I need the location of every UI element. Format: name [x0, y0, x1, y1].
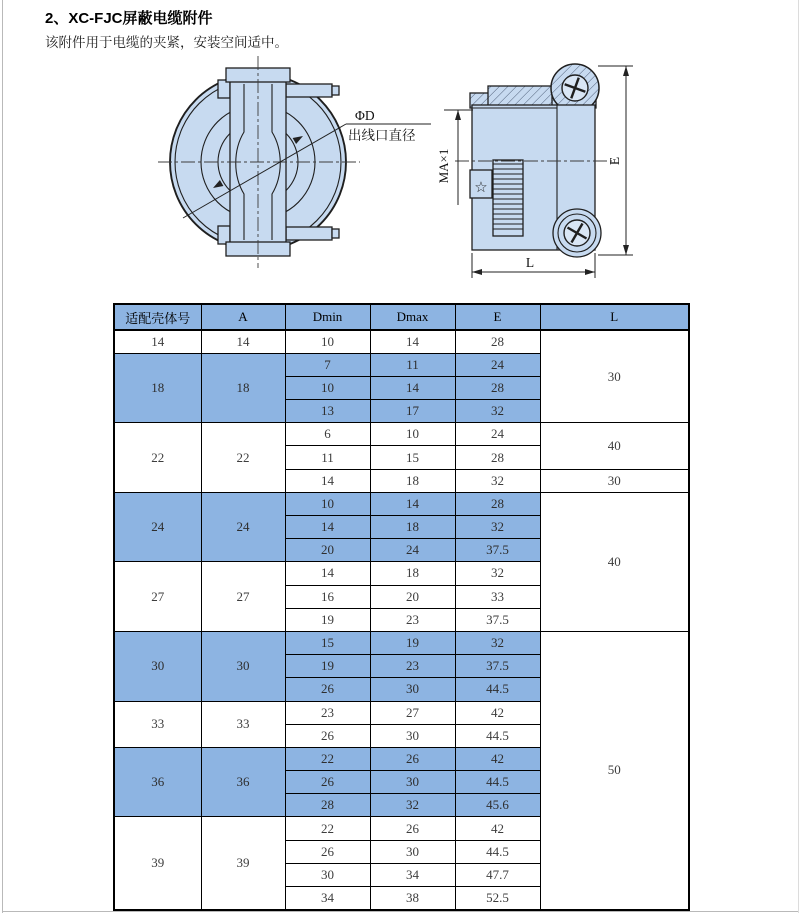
cell-dmax: 32 — [370, 794, 455, 817]
page-edge-bottom — [2, 911, 798, 912]
side-view-drawing — [436, 64, 633, 278]
cell-dmin: 14 — [285, 469, 370, 492]
cell-dmax: 30 — [370, 840, 455, 863]
cell-e: 32 — [455, 400, 540, 423]
cell-l: 40 — [540, 492, 689, 631]
star-icon: ☆ — [474, 178, 488, 196]
cell-e: 45.6 — [455, 794, 540, 817]
table-row — [114, 423, 689, 446]
cell-dmin: 26 — [285, 840, 370, 863]
cell-dmax: 30 — [370, 771, 455, 794]
col-header-4: Dmax — [370, 304, 455, 330]
cell-dmin: 11 — [285, 446, 370, 469]
cell-dmax: 34 — [370, 863, 455, 886]
cell-dmax: 15 — [370, 446, 455, 469]
page-edge-left — [2, 0, 3, 913]
cell-dmin: 26 — [285, 771, 370, 794]
cell-e: 37.5 — [455, 608, 540, 631]
cell-dmax: 11 — [370, 353, 455, 376]
cell-dmin: 19 — [285, 608, 370, 631]
cell-a-value: 14 — [201, 330, 285, 353]
cell-a-value: 27 — [201, 562, 285, 632]
cell-a-value: 39 — [201, 817, 285, 910]
spec-table — [113, 303, 690, 911]
cell-e: 32 — [455, 631, 540, 654]
cell-e: 52.5 — [455, 887, 540, 910]
col-header-5: E — [455, 304, 540, 330]
cell-dmin: 19 — [285, 655, 370, 678]
cell-l: 30 — [540, 469, 689, 492]
cell-a-value: 22 — [201, 423, 285, 493]
cell-shell-number: 30 — [114, 631, 201, 701]
col-header-3: Dmin — [285, 304, 370, 330]
cell-dmax: 24 — [370, 539, 455, 562]
cell-shell-number: 27 — [114, 562, 201, 632]
cell-dmax: 18 — [370, 516, 455, 539]
cell-dmax: 17 — [370, 400, 455, 423]
cell-e: 44.5 — [455, 771, 540, 794]
cell-e: 42 — [455, 817, 540, 840]
table-row — [114, 492, 689, 515]
knurl-strip — [493, 160, 523, 236]
cell-shell-number: 36 — [114, 747, 201, 817]
cell-e: 28 — [455, 376, 540, 399]
cell-dmin: 10 — [285, 330, 370, 353]
col-header-6: L — [540, 304, 689, 330]
front-view-drawing — [158, 56, 431, 268]
cell-dmin: 22 — [285, 747, 370, 770]
cell-dmax: 23 — [370, 655, 455, 678]
cell-dmax: 18 — [370, 562, 455, 585]
bottom-bolt-shaft — [286, 227, 332, 240]
cell-a-value: 33 — [201, 701, 285, 747]
cell-e: 28 — [455, 492, 540, 515]
cell-dmin: 14 — [285, 516, 370, 539]
cell-dmin: 10 — [285, 492, 370, 515]
cell-e: 42 — [455, 701, 540, 724]
cell-e: 33 — [455, 585, 540, 608]
cell-dmin: 30 — [285, 863, 370, 886]
cell-e: 32 — [455, 562, 540, 585]
cell-dmin: 13 — [285, 400, 370, 423]
cell-dmin: 7 — [285, 353, 370, 376]
top-bolt-head — [218, 80, 230, 98]
col-header-1: 适配壳体号 — [114, 304, 201, 330]
cell-e: 32 — [455, 469, 540, 492]
page-edge-right — [798, 0, 799, 913]
cell-l: 40 — [540, 423, 689, 469]
cell-dmax: 23 — [370, 608, 455, 631]
cell-e: 44.5 — [455, 840, 540, 863]
cell-dmin: 14 — [285, 562, 370, 585]
cell-shell-number: 24 — [114, 492, 201, 562]
cell-dmax: 18 — [370, 469, 455, 492]
cell-a-value: 36 — [201, 747, 285, 817]
cell-dmin: 28 — [285, 794, 370, 817]
cell-dmin: 22 — [285, 817, 370, 840]
cell-dmax: 27 — [370, 701, 455, 724]
cell-shell-number: 33 — [114, 701, 201, 747]
cell-dmax: 14 — [370, 492, 455, 515]
dim-label-outlet-diameter: 出线口直径 — [348, 128, 416, 143]
cell-dmin: 23 — [285, 701, 370, 724]
cell-dmax: 20 — [370, 585, 455, 608]
page-title: 2、XC-FJC屏蔽电缆附件 — [45, 10, 213, 27]
technical-drawings — [30, 48, 690, 303]
header-row — [114, 304, 689, 330]
cell-e: 37.5 — [455, 655, 540, 678]
bottom-bolt-head — [218, 226, 230, 244]
cell-e: 24 — [455, 423, 540, 446]
cell-dmax: 14 — [370, 376, 455, 399]
cell-dmin: 20 — [285, 539, 370, 562]
col-header-2: A — [201, 304, 285, 330]
dim-label-phi-d: ΦD — [355, 108, 375, 123]
table-row — [114, 631, 689, 654]
top-bolt-shaft — [286, 84, 332, 97]
cell-shell-number: 22 — [114, 423, 201, 493]
cell-e: 44.5 — [455, 724, 540, 747]
table-row — [114, 330, 689, 353]
cell-a-value: 18 — [201, 353, 285, 423]
cell-e: 47.7 — [455, 863, 540, 886]
cell-shell-number: 18 — [114, 353, 201, 423]
cell-e: 37.5 — [455, 539, 540, 562]
cell-dmax: 30 — [370, 724, 455, 747]
cell-dmax: 26 — [370, 747, 455, 770]
cell-dmax: 38 — [370, 887, 455, 910]
cell-l: 30 — [540, 330, 689, 423]
height-dim-label: E — [607, 156, 622, 166]
cell-dmax: 30 — [370, 678, 455, 701]
cell-dmin: 16 — [285, 585, 370, 608]
cell-a-value: 24 — [201, 492, 285, 562]
cell-shell-number: 14 — [114, 330, 201, 353]
cell-e: 32 — [455, 516, 540, 539]
cell-e: 42 — [455, 747, 540, 770]
cell-dmax: 19 — [370, 631, 455, 654]
cell-a-value: 30 — [201, 631, 285, 701]
cell-e: 28 — [455, 330, 540, 353]
cell-dmax: 26 — [370, 817, 455, 840]
cell-dmin: 6 — [285, 423, 370, 446]
page-subtitle: 该附件用于电缆的夹紧，安装空间适中。 — [45, 35, 288, 50]
cell-shell-number: 39 — [114, 817, 201, 910]
cell-dmin: 34 — [285, 887, 370, 910]
cell-dmin: 26 — [285, 724, 370, 747]
thread-dim-label: MA×1 — [436, 148, 451, 184]
cell-dmax: 14 — [370, 330, 455, 353]
cell-dmin: 10 — [285, 376, 370, 399]
cell-l: 50 — [540, 631, 689, 909]
cell-e: 24 — [455, 353, 540, 376]
cell-dmax: 10 — [370, 423, 455, 446]
length-dim-label: L — [525, 255, 535, 270]
cell-dmin: 15 — [285, 631, 370, 654]
cell-dmin: 26 — [285, 678, 370, 701]
cell-e: 28 — [455, 446, 540, 469]
cell-e: 44.5 — [455, 678, 540, 701]
